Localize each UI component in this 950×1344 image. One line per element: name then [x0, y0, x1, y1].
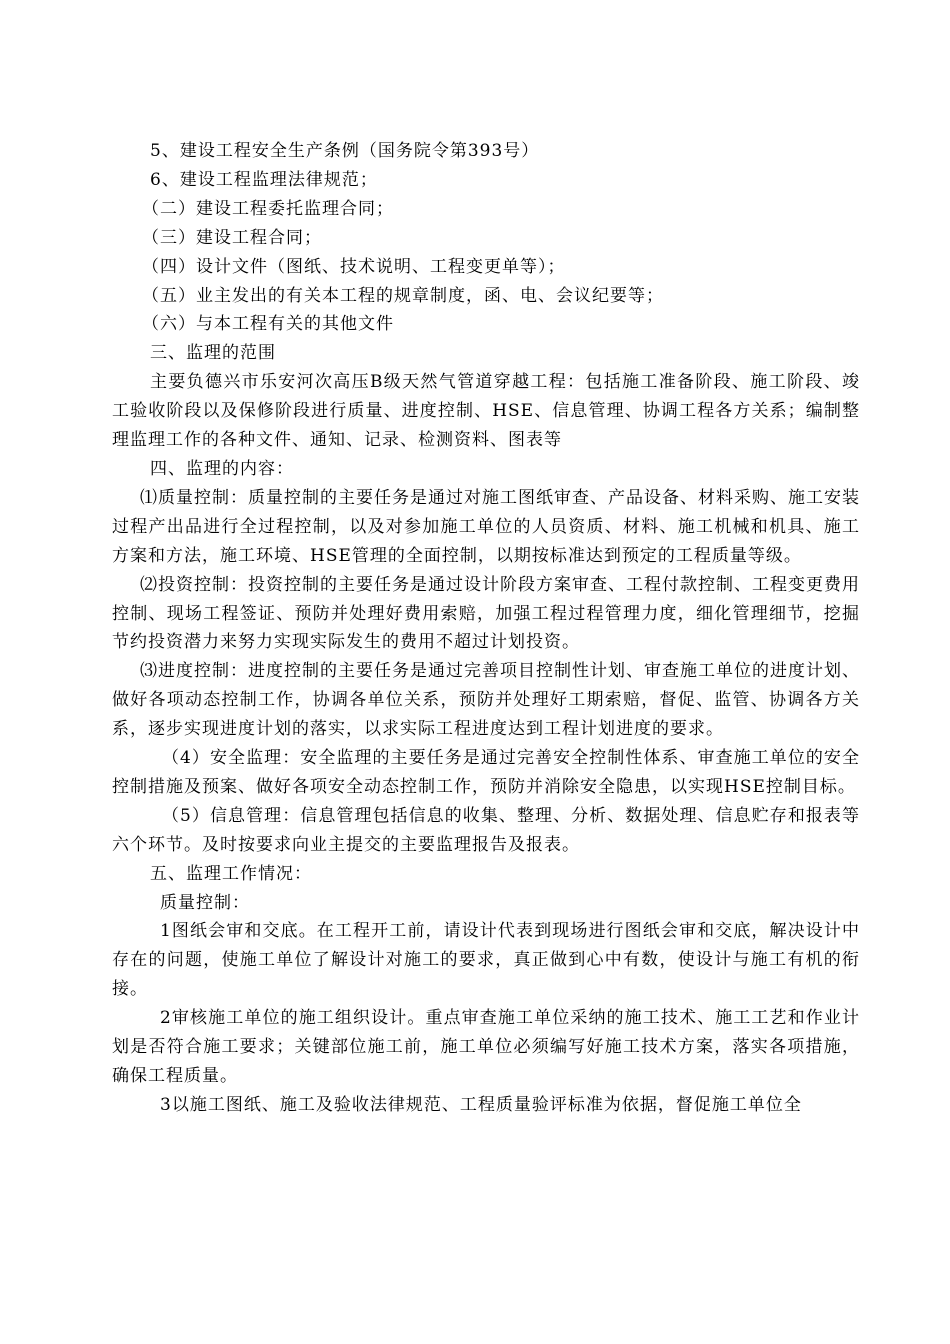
paragraph-basis-2: （二）建设工程委托监理合同； — [142, 198, 394, 219]
heading-content: 四、监理的内容： — [150, 458, 294, 479]
paragraph-information-management: （5）信息管理：信息管理包括信息的收集、整理、分析、数据处理、信息贮存和报表等六个环节。及时按要求向业主提交的主要监理报告及报表。 — [112, 805, 860, 855]
paragraph-investment-control: ⑵投资控制：投资控制的主要任务是通过设计阶段方案审查、工程付款控制、工程变更费用控制、现场工程签证、预防并处理好费用索赔，加强工程过程管理力度，细化管理细节，挖掘节约投资潜力来努力实现实际发生的费用不超过计划投资。 — [112, 574, 860, 653]
paragraph-quality-control: ⑴质量控制：质量控制的主要任务是通过对施工图纸审查、产品设备、材料采购、施工安装过程产出品进行全过程控制，以及对参加施工单位的人员资质、材料、施工机械和机具、施工方案和方法，施工环境、HSE管理的全面控制，以期按标准达到预定的工程质量等级。 — [112, 487, 860, 566]
paragraph-regulation-5: 5、建设工程安全生产条例（国务院令第393号） — [150, 141, 540, 161]
paragraph-basis-6: （六）与本工程有关的其他文件 — [142, 314, 394, 335]
heading-work-status: 五、监理工作情况： — [150, 863, 312, 884]
heading-scope: 三、监理的范围 — [150, 343, 276, 364]
paragraph-basis-4: （四）设计文件（图纸、技术说明、工程变更单等）； — [142, 256, 566, 277]
paragraph-basis-5: （五）业主发出的有关本工程的规章制度，函、电、会议纪要等； — [142, 285, 664, 306]
paragraph-standards-basis: 3以施工图纸、施工及验收法律规范、工程质量验评标准为依据，督促施工单位全 — [160, 1094, 802, 1115]
paragraph-regulation-6: 6、建设工程监理法律规范； — [150, 169, 378, 190]
paragraph-basis-3: （三）建设工程合同； — [142, 227, 322, 248]
paragraph-safety-supervision: （4）安全监理：安全监理的主要任务是通过完善安全控制性体系、审查施工单位的安全控制措施及预案、做好各项安全动态控制工作，预防并消除安全隐患，以实现HSE控制目标。 — [112, 748, 860, 797]
paragraph-construction-design-review: 2审核施工单位的施工组织设计。重点审查施工单位采纳的施工技术、施工工艺和作业计划是否符合施工要求；关键部位施工前，施工单位必须编写好施工技术方案，落实各项措施，确保工程质量。 — [112, 1008, 860, 1086]
paragraph-drawing-review: 1图纸会审和交底。在工程开工前，请设计代表到现场进行图纸会审和交底，解决设计中存在的问题，使施工单位了解设计对施工的要求，真正做到心中有数，使设计与施工有机的衔接。 — [112, 921, 860, 1000]
paragraph-schedule-control: ⑶进度控制：进度控制的主要任务是通过完善项目控制性计划、审查施工单位的进度计划、做好各项动态控制工作，协调各单位关系，预防并处理好工期索赔，督促、监管、协调各方关系，逐步实现进度计划的落实，以求实际工程进度达到工程计划进度的要求。 — [112, 661, 860, 740]
document-body — [112, 137, 860, 1120]
paragraph-scope: 主要负德兴市乐安河次高压B级天然气管道穿越工程：包括施工准备阶段、施工阶段、竣工验收阶段以及保修阶段进行质量、进度控制、HSE、信息管理、协调工程各方关系；编制整理监理工作的各种文件、通知、记录、检测资料、图表等 — [112, 372, 860, 451]
subheading-quality-control: 质量控制： — [160, 892, 250, 913]
